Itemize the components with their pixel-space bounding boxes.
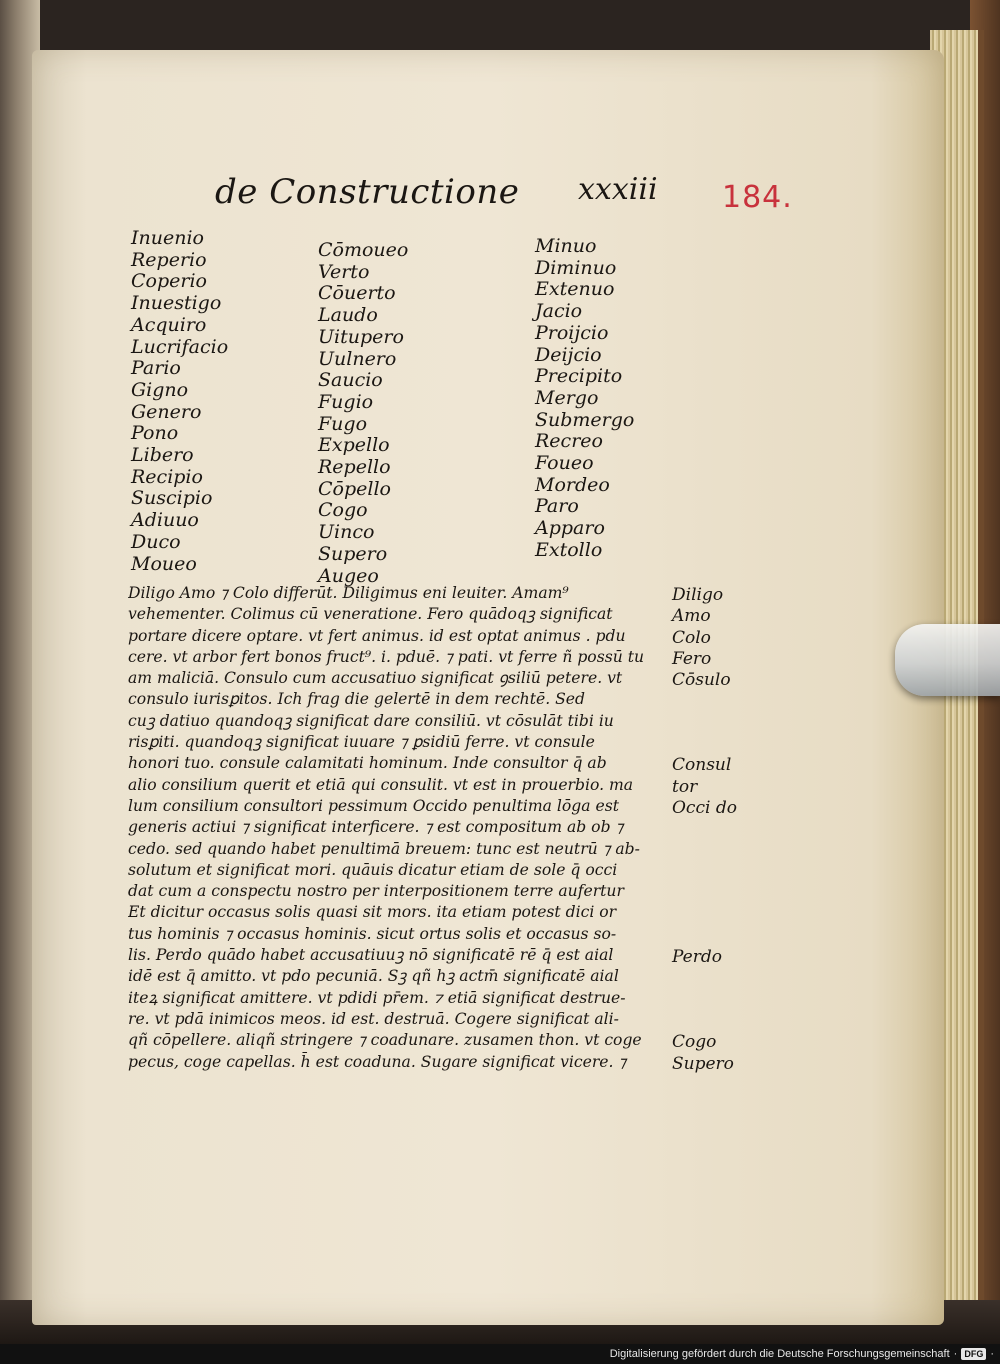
margin-note: Cogo	[672, 1032, 717, 1053]
word-list-item: Gigno	[131, 378, 189, 401]
word-column-3	[535, 236, 634, 562]
text-line: solutum et significat mori. quāuis dicatur etiam de sole q̄ occi	[128, 860, 618, 879]
word-list-item: Libero	[131, 444, 194, 467]
word-list-item: Uulnero	[318, 347, 397, 370]
word-list-item: Paro	[535, 495, 579, 518]
margin-note: Colo	[672, 627, 711, 648]
word-list-item: Pario	[131, 357, 181, 380]
word-list-item: Genero	[131, 400, 202, 423]
word-list-item: Cōmoueo	[318, 239, 409, 261]
word-list-item: Reperio	[131, 248, 207, 271]
word-list-item: Pono	[131, 422, 179, 445]
text-line: honori tuo. consule calamitati hominum. Inde consultor q̄ ab	[128, 754, 607, 773]
word-list-item: Suscipio	[131, 487, 213, 510]
margin-note: Amo	[672, 606, 711, 627]
text-line: dat cum a conspectu nostro per interpositionem terre aufertur	[128, 882, 624, 901]
digitization-footer: Digitalisierung gefördert durch die Deutsche Forschungsgemeinschaft · DFG ·	[0, 1344, 1000, 1364]
text-line: Et dicitur occasus solis quasi sit mors. ita etiam potest dici or	[128, 903, 617, 922]
word-list-item: Deijcio	[535, 343, 602, 366]
running-title: de Constructione	[215, 172, 520, 212]
word-column-2	[318, 240, 408, 587]
text-line: am maliciā. Consulo cum accusatiuo significat ꝯsiliū petere. vt	[128, 669, 623, 688]
book-clamp	[895, 624, 1000, 696]
word-list-item: Minuo	[535, 235, 597, 257]
word-list-item: Extollo	[535, 538, 603, 561]
word-list-item: Laudo	[318, 304, 378, 327]
word-list-item: Augeo	[318, 564, 379, 587]
text-line: generis actiui ⁊ significat interficere. ⁊ est compositum ab ob ⁊	[128, 818, 624, 837]
word-list-item: Apparo	[535, 517, 605, 540]
text-line: re. vt pdā inimicos meos. id est. destruā. Cogere significat ali-	[128, 1009, 619, 1028]
word-list-item: Cōpello	[318, 477, 391, 500]
word-list-item: Cogo	[318, 499, 368, 522]
word-list-item: Jacio	[535, 300, 583, 323]
word-list-item: Coperio	[131, 270, 207, 293]
word-list-item: Saucio	[318, 369, 383, 392]
text-line: portare dicere optare. vt fert animus. id est optat animus . pdu	[128, 626, 626, 645]
main-text-block	[128, 583, 683, 1073]
word-list-item: Precipito	[535, 365, 623, 388]
text-line: qñ cōpellere. aliqñ stringere ⁊ coadunare. zusamen thon. vt coge	[128, 1031, 642, 1050]
word-list-item: Inuestigo	[131, 292, 222, 315]
margin-note: Cōsulo	[672, 670, 731, 691]
margin-note: Fero	[672, 648, 712, 669]
word-list-item: Diminuo	[535, 256, 617, 279]
handwritten-folio-number: 184.	[722, 180, 793, 215]
text-line: lis. Perdo quādo habet accusatiuuꝫ nō significatē rē q̄ est aial	[128, 946, 614, 965]
text-line: iteꝝ significat amittere. vt pdidi pr̄em. ⁊ etiā significat destrue-	[128, 988, 626, 1007]
word-list-item: Foueo	[535, 452, 594, 475]
word-column-1	[131, 228, 228, 575]
text-line: lum consilium consultori pessimum Occido penultima lōga est	[128, 796, 619, 815]
text-line: idē est q̄ amitto. vt pdo pecuniā. Sꝫ qñ hꝫ actm̄ significatē aial	[128, 967, 619, 986]
text-line: pecus, coge capellas. h̄ est coaduna. Sugare significat vicere. ⁊	[128, 1052, 627, 1071]
margin-note: Perdo	[672, 947, 722, 968]
margin-note: Diligo	[672, 585, 724, 605]
word-list-item: Moueo	[131, 552, 197, 575]
word-list-item: Lucrifacio	[131, 335, 229, 358]
word-list-item: Supero	[318, 542, 388, 565]
text-line: alio consilium querit et etiā qui consulit. vt est in prouerbio. ma	[128, 775, 634, 794]
margin-note: Supero	[672, 1053, 734, 1074]
word-list-item: Mordeo	[535, 473, 610, 496]
word-list-item: Duco	[131, 530, 181, 553]
word-list-item: Acquiro	[131, 313, 207, 336]
word-list-item: Extenuo	[535, 278, 615, 301]
word-list-item: Uitupero	[318, 325, 404, 348]
word-list-item: Inuenio	[131, 227, 204, 249]
word-list-item: Repello	[318, 456, 391, 479]
text-line: cere. vt arbor fert bonos fruct⁹. i. pduē. ⁊ pati. vt ferre ñ possū tu	[128, 647, 645, 666]
text-line: cedo. sed quando habet penultimā breuem: tunc est neutrū ⁊ ab-	[128, 839, 640, 858]
margin-note: tor	[672, 776, 698, 797]
word-list-item: Uinco	[318, 521, 375, 544]
text-line: Diligo Amo ⁊ Colo differūt. Diligimus eni leuiter. Amam⁹	[128, 584, 569, 602]
word-list-item: Cōuerto	[318, 282, 396, 305]
word-list-item: Recipio	[131, 465, 203, 488]
text-line: consulo iurisꝑitos. Ich frag die gelertē in dem rechtē. Sed	[128, 690, 586, 709]
text-line: vehementer. Colimus cū veneratione. Fero quādoqꝫ significat	[128, 605, 613, 624]
text-line: risꝑiti. quandoqꝫ significat iuuare ⁊ ꝑsidiū ferre. vt consule	[128, 733, 595, 752]
margin-note: Occi do	[672, 798, 737, 818]
margin-note: Consul	[672, 755, 732, 776]
word-list-item: Proijcio	[535, 321, 609, 344]
word-list-item: Mergo	[535, 386, 599, 409]
text-line: cuꝫ datiuo quandoqꝫ significat dare consiliū. vt cōsulāt tibi iu	[128, 711, 614, 730]
word-list-item: Recreo	[535, 430, 603, 453]
dfg-logo-icon: DFG	[961, 1348, 986, 1360]
word-list-item: Adiuuo	[131, 509, 199, 532]
word-list-item: Fugo	[318, 412, 368, 435]
word-list-item: Submergo	[535, 408, 635, 431]
word-list-item: Verto	[318, 260, 370, 283]
text-line: tus hominis ⁊ occasus hominis. sicut ortus solis et occasus so-	[128, 924, 617, 943]
word-list-item: Fugio	[318, 390, 374, 413]
footer-credit: Digitalisierung gefördert durch die Deutsche Forschungsgemeinschaft	[609, 1348, 950, 1360]
leaf-number: xxxiii	[578, 172, 658, 207]
word-list-item: Expello	[318, 434, 390, 457]
